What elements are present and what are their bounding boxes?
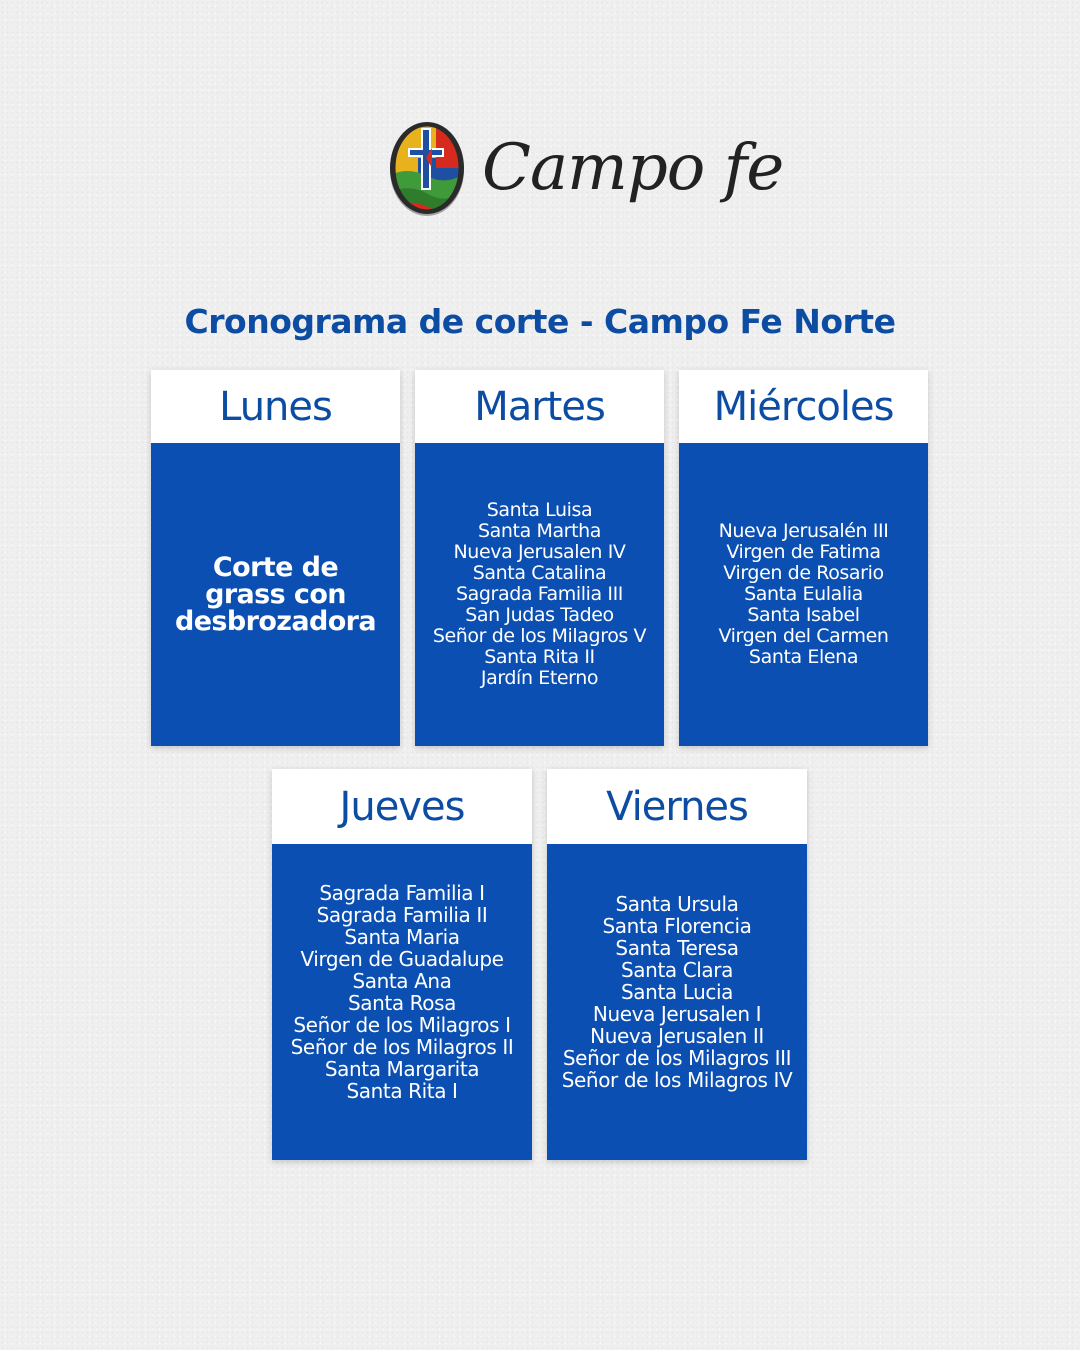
day-header-viernes: Viernes	[547, 769, 807, 844]
list-item: Santa Maria	[344, 925, 460, 949]
list-item: Nueva Jerusalen I	[592, 1002, 762, 1026]
lunes-note-line: desbrozadora	[174, 606, 377, 637]
list-item: Santa Teresa	[615, 936, 739, 960]
day-body-martes	[415, 443, 664, 746]
lunes-note-line: grass con	[205, 579, 346, 610]
list-item: Santa Rita II	[484, 646, 595, 668]
list-item: Santa Lucia	[621, 980, 733, 1004]
list-item: Sagrada Familia I	[319, 881, 485, 905]
list-item: Señor de los Milagros IV	[561, 1068, 793, 1092]
list-item: Señor de los Milagros II	[290, 1035, 514, 1059]
list-item: Santa Ana	[352, 969, 452, 993]
list-item: Virgen del Carmen	[718, 625, 889, 647]
list-item: Señor de los Milagros V	[432, 625, 647, 647]
list-item: Virgen de Guadalupe	[300, 947, 504, 971]
logo-text: Campo fe	[482, 131, 784, 205]
list-item: Virgen de Rosario	[723, 562, 884, 584]
list-item: Nueva Jerusalen II	[590, 1024, 764, 1048]
day-card-viernes	[547, 769, 807, 1160]
list-item: San Judas Tadeo	[465, 604, 614, 626]
day-card-lunes	[151, 370, 400, 746]
campo-fe-emblem-icon	[388, 118, 466, 218]
list-item: Santa Ursula	[615, 892, 739, 916]
campo-fe-logo	[388, 116, 784, 220]
day-card-jueves	[272, 769, 532, 1160]
list-item: Santa Rosa	[348, 991, 456, 1015]
list-item: Santa Catalina	[472, 562, 607, 584]
list-item: Jardín Eterno	[480, 667, 599, 689]
lunes-note-line: Corte de	[212, 552, 339, 583]
list-item: Sagrada Familia III	[455, 583, 624, 605]
day-card-miercoles	[679, 370, 928, 746]
list-item: Santa Florencia	[602, 914, 752, 938]
list-item: Santa Isabel	[747, 604, 860, 626]
list-item: Señor de los Milagros III	[562, 1046, 792, 1070]
day-card-martes	[415, 370, 664, 746]
page-title: Cronograma de corte - Campo Fe Norte	[184, 302, 896, 341]
list-item: Santa Elena	[748, 646, 859, 668]
day-body-viernes	[547, 844, 807, 1160]
list-item: Virgen de Fatima	[726, 541, 881, 563]
list-item: Santa Luisa	[486, 499, 593, 521]
list-item: Santa Rita I	[346, 1079, 458, 1103]
day-body-miercoles	[679, 443, 928, 746]
day-header-miercoles: Miércoles	[679, 370, 928, 443]
list-item: Nueva Jerusalén III	[718, 520, 889, 542]
list-item: Santa Eulalia	[744, 583, 863, 605]
list-item: Santa Martha	[477, 520, 602, 542]
day-header-martes: Martes	[415, 370, 664, 443]
day-header-lunes: Lunes	[151, 370, 400, 443]
day-header-jueves: Jueves	[272, 769, 532, 844]
list-item: Sagrada Familia II	[316, 903, 488, 927]
day-body-lunes	[151, 443, 400, 746]
list-item: Santa Clara	[621, 958, 733, 982]
list-item: Señor de los Milagros I	[293, 1013, 511, 1037]
list-item: Nueva Jerusalen IV	[453, 541, 626, 563]
day-body-jueves	[272, 844, 532, 1160]
list-item: Santa Margarita	[324, 1057, 480, 1081]
